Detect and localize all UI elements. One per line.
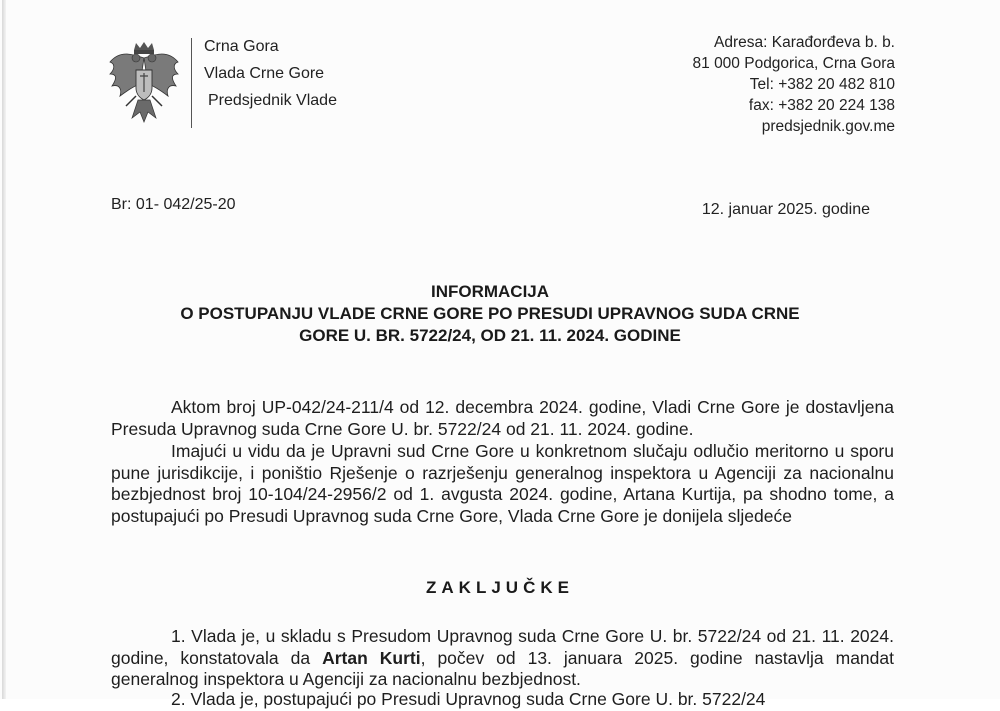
- address-city: 81 000 Podgorica, Crna Gora: [692, 55, 895, 72]
- conclusion-1-text-a: 1. Vlada je, u skladu s Presudom Upravnog suda Crne Gore U. br. 5722/24 od 21. 11. 2024. godine, konstatovala da: [111, 626, 894, 668]
- title-line-1: INFORMACIJA: [430, 282, 550, 301]
- conclusion-2-partial: 2. Vlada je, postupajući po Presudi Upravnog suda Crne Gore U. br. 5722/24: [171, 689, 766, 709]
- document-title: [110, 281, 870, 347]
- document-date: 12. januar 2025. godine: [701, 201, 870, 218]
- header-divider: [191, 38, 192, 128]
- address-fax: fax: +382 20 224 138: [748, 97, 895, 114]
- reference-number: Br: 01- 042/25-20: [111, 196, 236, 213]
- paragraph-2: Imajući u vidu da je Upravni sud Crne Gore u konkretnom slučaju odlučio meritorno u sporu pune jurisdikcije, i poništio Rješenje o razrješenju generalnog inspektora u Agenciji za nacionalnu bezbjednost broj 10-104/24-2956/2 od 1. avgusta 2024. godine, Artana Kurtija, pa shodno tome, a postupajući po Presudi Upravnog suda Crne Gore, Vlada Crne Gore je donijela sljedeće: [111, 441, 894, 526]
- org-country: Crna Gora: [204, 38, 279, 55]
- title-line-3: GORE U. BR. 5722/24, OD 21. 11. 2024. GODINE: [299, 326, 681, 345]
- organization-block: [204, 33, 337, 114]
- org-government: Vlada Crne Gore: [204, 65, 325, 82]
- address-phone: Tel: +382 20 482 810: [749, 76, 895, 93]
- conclusion-1-text-b: , počev od 13. januara 2025. godine nastavlja mandat generalnog inspektora u Agenciji za nacionalnu bezbjednost.: [111, 647, 894, 689]
- title-line-2: O POSTUPANJU VLADE CRNE GORE PO PRESUDI UPRAVNOG SUDA CRNE: [180, 304, 800, 323]
- address-block: [693, 32, 895, 137]
- coat-of-arms-icon: [106, 40, 182, 126]
- org-office: Predsjednik Vlade: [208, 92, 337, 109]
- conclusion-1: [111, 626, 894, 691]
- conclusions-heading: ZAKLJUČKE: [426, 578, 574, 597]
- conclusion-1-name: Artan Kurti: [322, 647, 421, 668]
- address-street: Adresa: Karađorđeva b. b.: [714, 34, 895, 51]
- paragraph-1: Aktom broj UP-042/24-211/4 od 12. decembra 2024. godine, Vladi Crne Gore je dostavljena Presuda Upravnog suda Crne Gore U. br. 5722/24 od 21. 11. 2024. godine.: [111, 397, 894, 439]
- address-website: predsjednik.gov.me: [761, 118, 895, 135]
